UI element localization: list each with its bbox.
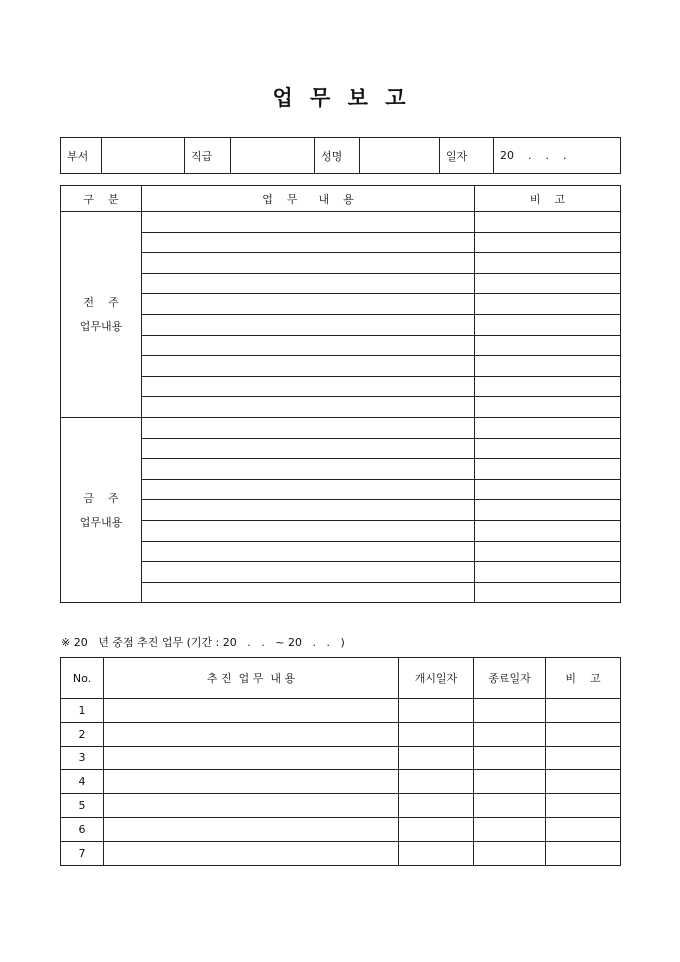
- weekly-note-cell[interactable]: [475, 273, 621, 294]
- plan-end-cell[interactable]: [474, 770, 546, 794]
- weekly-content-cell[interactable]: [142, 335, 475, 356]
- weekly-content-cell[interactable]: [142, 417, 475, 438]
- weekly-note-cell[interactable]: [475, 335, 621, 356]
- plan-note-cell[interactable]: [546, 794, 621, 818]
- plan-row-number: 6: [61, 817, 104, 841]
- weekly-row: [61, 459, 621, 480]
- weekly-note-cell[interactable]: [475, 232, 621, 253]
- weekly-note-cell[interactable]: [475, 253, 621, 274]
- weekly-row: [61, 335, 621, 356]
- plan-start-cell[interactable]: [399, 794, 474, 818]
- weekly-content-cell[interactable]: [142, 562, 475, 583]
- plan-end-cell[interactable]: [474, 817, 546, 841]
- plan-start-cell[interactable]: [399, 841, 474, 865]
- plan-start-header: 개시일자: [399, 658, 474, 699]
- plan-row-number: 2: [61, 722, 104, 746]
- plan-note-cell[interactable]: [546, 770, 621, 794]
- plan-row-number: 3: [61, 746, 104, 770]
- weekly-row: [61, 520, 621, 541]
- plan-content-cell[interactable]: [104, 746, 399, 770]
- weekly-row: [61, 417, 621, 438]
- weekly-note-cell[interactable]: [475, 582, 621, 603]
- weekly-report-table: [60, 185, 621, 603]
- weekly-content-cell[interactable]: [142, 356, 475, 377]
- weekly-content-cell[interactable]: [142, 314, 475, 335]
- weekly-content-cell[interactable]: [142, 294, 475, 315]
- date-label: 일자: [440, 138, 494, 174]
- plan-row: [61, 794, 621, 818]
- weekly-row: [61, 500, 621, 521]
- plan-end-cell[interactable]: [474, 722, 546, 746]
- plan-table: [60, 657, 621, 866]
- page-title: 업 무 보 고: [272, 85, 408, 110]
- weekly-note-cell[interactable]: [475, 500, 621, 521]
- weekly-row: [61, 273, 621, 294]
- weekly-content-cell[interactable]: [142, 438, 475, 459]
- plan-end-cell[interactable]: [474, 699, 546, 723]
- weekly-content-cell[interactable]: [142, 479, 475, 500]
- weekly-note-cell[interactable]: [475, 314, 621, 335]
- plan-content-header: 추 진 업 무 내 용: [104, 658, 399, 699]
- weekly-content-cell[interactable]: [142, 253, 475, 274]
- content-header: 업 무 내 용: [142, 186, 475, 212]
- weekly-note-cell[interactable]: [475, 417, 621, 438]
- weekly-content-cell[interactable]: [142, 541, 475, 562]
- weekly-row: [61, 294, 621, 315]
- this-week-label: 금 주: [83, 492, 119, 506]
- plan-note-cell[interactable]: [546, 699, 621, 723]
- weekly-row: [61, 253, 621, 274]
- weekly-content-cell[interactable]: [142, 459, 475, 480]
- plan-row-number: 7: [61, 841, 104, 865]
- weekly-note-cell[interactable]: [475, 562, 621, 583]
- weekly-row: [61, 479, 621, 500]
- plan-row-number: 1: [61, 699, 104, 723]
- plan-row: [61, 746, 621, 770]
- this-week-sublabel: 업무내용: [79, 516, 123, 530]
- prev-week-sublabel: 업무내용: [79, 320, 123, 334]
- plan-row: [61, 770, 621, 794]
- plan-row: [61, 722, 621, 746]
- weekly-row: [61, 376, 621, 397]
- plan-note-cell[interactable]: [546, 841, 621, 865]
- weekly-row: [61, 541, 621, 562]
- plan-note-cell[interactable]: [546, 722, 621, 746]
- weekly-note-cell[interactable]: [475, 294, 621, 315]
- plan-start-cell[interactable]: [399, 746, 474, 770]
- prev-week-category: [61, 212, 142, 418]
- weekly-note-cell[interactable]: [475, 520, 621, 541]
- plan-row: [61, 699, 621, 723]
- plan-start-cell[interactable]: [399, 770, 474, 794]
- weekly-row: [61, 314, 621, 335]
- dept-field[interactable]: [102, 138, 185, 174]
- weekly-note-cell[interactable]: [475, 212, 621, 233]
- weekly-note-cell[interactable]: [475, 376, 621, 397]
- plan-end-header: 종료일자: [474, 658, 546, 699]
- plan-row-number: 4: [61, 770, 104, 794]
- date-field[interactable]: 20 . . .: [494, 138, 621, 174]
- weekly-content-cell[interactable]: [142, 582, 475, 603]
- weekly-row: [61, 356, 621, 377]
- plan-row-number: 5: [61, 794, 104, 818]
- weekly-note-cell[interactable]: [475, 438, 621, 459]
- this-week-category: [61, 417, 142, 602]
- plan-start-cell[interactable]: [399, 817, 474, 841]
- weekly-row: [61, 397, 621, 418]
- weekly-content-cell[interactable]: [142, 500, 475, 521]
- weekly-row: [61, 562, 621, 583]
- plan-period-note: ※ 20 년 중점 추진 업무 (기간 : 20 . . ~ 20 . . ): [61, 636, 345, 649]
- plan-content-cell[interactable]: [104, 770, 399, 794]
- category-header: 구 분: [61, 186, 142, 212]
- plan-start-cell[interactable]: [399, 699, 474, 723]
- plan-row: [61, 817, 621, 841]
- rank-label: 직급: [185, 138, 231, 174]
- plan-content-cell[interactable]: [104, 699, 399, 723]
- note-header: 비 고: [475, 186, 621, 212]
- info-table: [60, 137, 621, 174]
- plan-note-cell[interactable]: [546, 746, 621, 770]
- weekly-note-cell[interactable]: [475, 541, 621, 562]
- plan-content-cell[interactable]: [104, 817, 399, 841]
- weekly-row: [61, 438, 621, 459]
- weekly-content-cell[interactable]: [142, 232, 475, 253]
- plan-content-cell[interactable]: [104, 841, 399, 865]
- plan-end-cell[interactable]: [474, 794, 546, 818]
- plan-no-header: No.: [61, 658, 104, 699]
- dept-label: 부서: [61, 138, 102, 174]
- weekly-note-cell[interactable]: [475, 479, 621, 500]
- name-label: 성명: [315, 138, 360, 174]
- weekly-row: [61, 582, 621, 603]
- plan-note-cell[interactable]: [546, 817, 621, 841]
- weekly-note-cell[interactable]: [475, 397, 621, 418]
- plan-end-cell[interactable]: [474, 841, 546, 865]
- weekly-row: [61, 232, 621, 253]
- weekly-content-cell[interactable]: [142, 212, 475, 233]
- rank-field[interactable]: [231, 138, 315, 174]
- plan-content-cell[interactable]: [104, 722, 399, 746]
- weekly-content-cell[interactable]: [142, 273, 475, 294]
- plan-start-cell[interactable]: [399, 722, 474, 746]
- weekly-content-cell[interactable]: [142, 397, 475, 418]
- weekly-note-cell[interactable]: [475, 459, 621, 480]
- name-field[interactable]: [360, 138, 440, 174]
- weekly-content-cell[interactable]: [142, 376, 475, 397]
- plan-row: [61, 841, 621, 865]
- prev-week-label: 전 주: [83, 296, 119, 310]
- plan-note-header: 비 고: [546, 658, 621, 699]
- weekly-row: [61, 212, 621, 233]
- plan-end-cell[interactable]: [474, 746, 546, 770]
- plan-content-cell[interactable]: [104, 794, 399, 818]
- weekly-note-cell[interactable]: [475, 356, 621, 377]
- weekly-content-cell[interactable]: [142, 520, 475, 541]
